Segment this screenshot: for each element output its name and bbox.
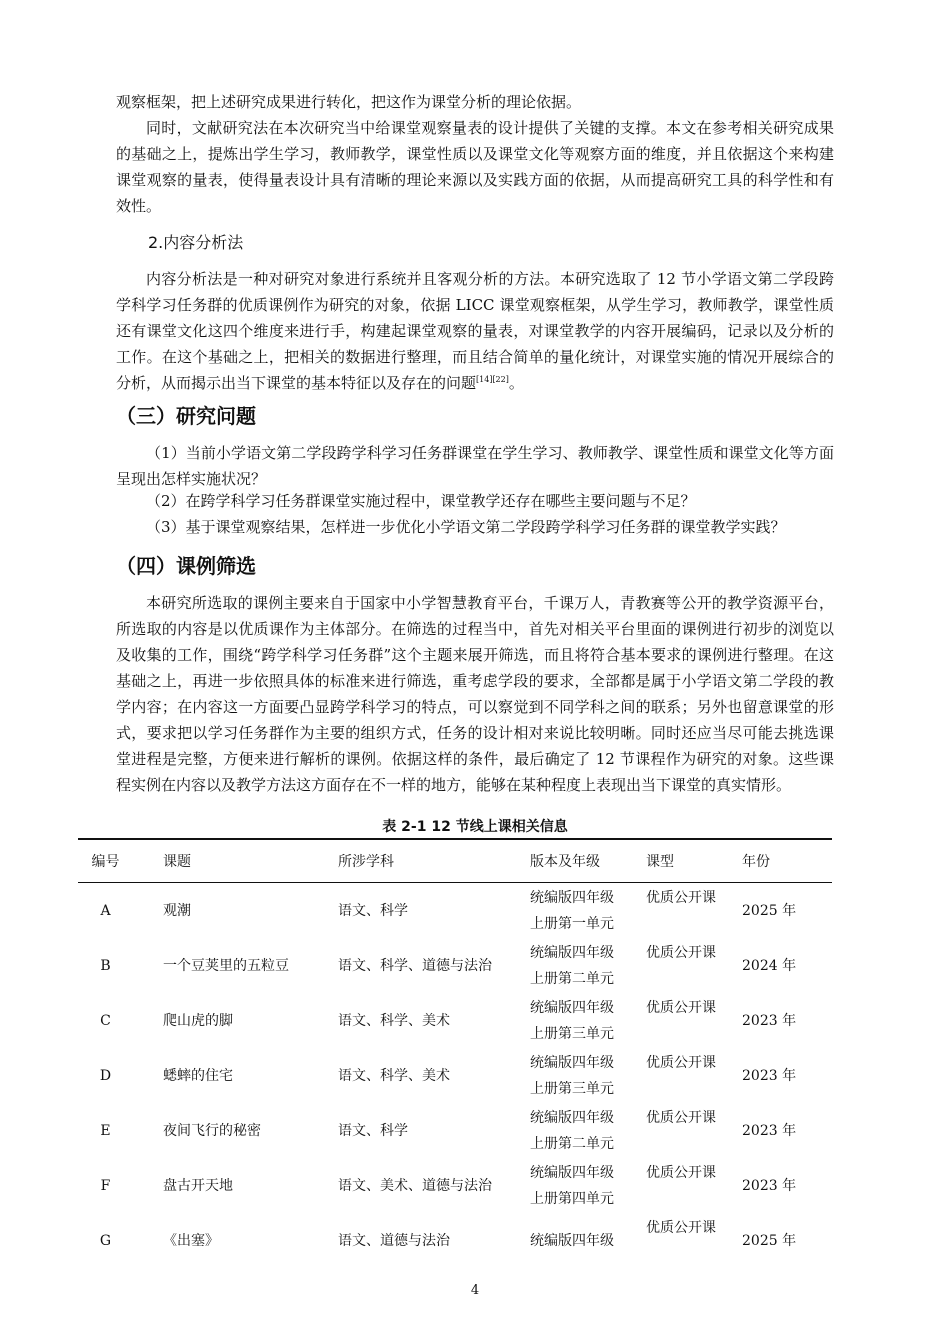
cell-type: 优质公开课	[646, 890, 716, 906]
edition-line-2: 上册第四单元	[530, 1190, 614, 1207]
cell-title: 爬山虎的脚	[163, 1012, 233, 1029]
edition-line-2: 上册第二单元	[530, 1135, 614, 1152]
edition-line-2: 上册第一单元	[530, 915, 614, 932]
table-row	[78, 1103, 832, 1158]
cell-id: A	[100, 902, 111, 919]
cell-id: E	[100, 1122, 111, 1139]
edition-line-2: 上册第二单元	[530, 970, 614, 987]
cell-edition	[530, 938, 646, 993]
citation-ref: [14][22]	[476, 375, 509, 384]
cell-year: 2023 年	[742, 1012, 797, 1029]
research-question-1: （1）当前小学语文第二学段跨学科学习任务群课堂在学生学习、教师教学、课堂性质和课堂文化等方面呈现出怎样实施状况？	[116, 444, 834, 488]
cell-subjects: 语文、科学、道德与法治	[338, 957, 492, 974]
cell-subjects: 语文、科学	[338, 902, 408, 919]
edition-line-1: 统编版四年级	[530, 1109, 614, 1126]
research-question-2: （2）在跨学科学习任务群课堂实施过程中，课堂教学还存在哪些主要问题与不足？	[146, 492, 696, 510]
cell-year: 2025 年	[742, 902, 797, 919]
cell-type: 优质公开课	[646, 1000, 716, 1016]
heading-content-analysis: 2.内容分析法	[148, 233, 244, 252]
cell-year: 2023 年	[742, 1122, 797, 1139]
table-row	[78, 883, 832, 939]
paragraph-case-selection: 本研究所选取的课例主要来自于国家中小学智慧教育平台，千课万人，青教赛等公开的教学资源平台，所选取的内容是以优质课作为主体部分。在筛选的过程当中，首先对相关平台里面的课例进行初步的浏览以及收集的工作，围绕“跨学科学习任务群”这个主题来展开筛选，而且将符合基本要求的课例进行整理。在这基础之上，再进一步依照具体的标准来进行筛选，重考虑学段的要求，全部都是属于小学语文第二学段的教学内容；在内容这一方面要凸显跨学科学习的特点，可以察觉到不同学科之间的联系；另外也留意课堂的形式，要求把以学习任务群作为主要的组织方式，任务的设计相对来说比较明晰。同时还应当尽可能去挑选课堂进程是完整，方便来进行解析的课例。依据这样的条件，最后确定了 12 节课程作为研究的对象。这些课程实例在内容以及教学方法这方面存在不一样的地方，能够在某种程度上表现出当下课堂的真实情形。	[116, 594, 834, 794]
edition-line-1: 统编版四年级	[530, 1232, 614, 1249]
cell-subjects: 语文、道德与法治	[338, 1232, 450, 1249]
cell-type: 优质公开课	[646, 945, 716, 961]
cell-id: C	[100, 1012, 111, 1029]
table-row	[78, 1213, 832, 1268]
edition-line-2: 上册第三单元	[530, 1080, 614, 1097]
cell-type: 优质公开课	[646, 1165, 716, 1181]
paragraph-content-analysis-text: 内容分析法是一种对研究对象进行系统并且客观分析的方法。本研究选取了 12 节小学语文第二学段跨学科学习任务群的优质课例作为研究的对象，依据 LICC 课堂观察框架，从学生学习，教师教学，课堂性质还有课堂文化这四个维度来进行手，构建起课堂观察的量表，对课堂教学的内容开展编码，记录以及分析的工作。在这个基础之上，把相关的数据进行整理，而且结合简单的量化统计，对课堂实施的情况开展综合的分析，从而揭示出当下课堂的基本特征以及存在的问题	[116, 270, 834, 392]
table-row	[78, 1048, 832, 1103]
table-row	[78, 993, 832, 1048]
edition-line-2: 上册第三单元	[530, 1025, 614, 1042]
cell-edition	[530, 1103, 646, 1158]
heading-research-questions: （三）研究问题	[116, 404, 256, 428]
cell-type: 优质公开课	[646, 1220, 716, 1236]
edition-line-1: 统编版四年级	[530, 889, 614, 906]
header-type: 课型	[646, 839, 742, 883]
header-title: 课题	[133, 839, 338, 883]
header-id: 编号	[78, 839, 133, 883]
edition-line-1: 统编版四年级	[530, 944, 614, 961]
cell-title: 蟋蟀的住宅	[163, 1067, 233, 1084]
table-header-row	[78, 839, 832, 883]
table-row	[78, 938, 832, 993]
cell-subjects: 语文、科学、美术	[338, 1012, 450, 1029]
cell-edition	[530, 1048, 646, 1103]
cell-title: 盘古开天地	[163, 1177, 233, 1194]
cell-subjects: 语文、美术、道德与法治	[338, 1177, 492, 1194]
cell-title: 《出塞》	[163, 1232, 219, 1249]
header-edition: 版本及年级	[530, 839, 646, 883]
paragraph-end-mark: 。	[508, 374, 524, 392]
header-subjects: 所涉学科	[338, 839, 530, 883]
table-row	[78, 1158, 832, 1213]
edition-line-1: 统编版四年级	[530, 999, 614, 1016]
cell-year: 2023 年	[742, 1067, 797, 1084]
table-caption: 表 2-1 12 节线上课相关信息	[382, 819, 568, 835]
cell-year: 2023 年	[742, 1177, 797, 1194]
paragraph-content-analysis	[116, 266, 834, 396]
cell-type: 优质公开课	[646, 1055, 716, 1071]
cell-edition	[530, 993, 646, 1048]
cell-year: 2025 年	[742, 1232, 797, 1249]
cell-edition	[530, 1213, 646, 1268]
page-number: 4	[470, 1283, 480, 1298]
cell-type: 优质公开课	[646, 1110, 716, 1126]
course-info-table	[78, 838, 832, 1268]
cell-id: B	[100, 957, 111, 974]
cell-edition	[530, 1158, 646, 1213]
cell-id: D	[99, 1067, 112, 1084]
paragraph-literature-support: 同时，文献研究法在本次研究当中给课堂观察量表的设计提供了关键的支撑。本文在参考相关研究成果的基础之上，提炼出学生学习，教师教学，课堂性质以及课堂文化等观察方面的维度，并且依据这个来构建课堂观察的量表，使得量表设计具有清晰的理论来源以及实践方面的依据，从而提高研究工具的科学性和有效性。	[116, 119, 834, 215]
edition-line-1: 统编版四年级	[530, 1054, 614, 1071]
cell-id: F	[100, 1177, 111, 1194]
cell-title: 观潮	[163, 902, 191, 919]
cell-title: 一个豆荚里的五粒豆	[163, 957, 289, 974]
research-question-3: （3）基于课堂观察结果，怎样进一步优化小学语文第二学段跨学科学习任务群的课堂教学实践？	[146, 518, 786, 536]
cell-edition	[530, 883, 646, 939]
cell-subjects: 语文、科学	[338, 1122, 408, 1139]
paragraph-literature-tail: 观察框架，把上述研究成果进行转化，把这作为课堂分析的理论依据。	[116, 93, 582, 111]
cell-year: 2024 年	[742, 957, 797, 974]
cell-id: G	[99, 1232, 112, 1249]
cell-subjects: 语文、科学、美术	[338, 1067, 450, 1084]
edition-line-1: 统编版四年级	[530, 1164, 614, 1181]
heading-case-selection: （四）课例筛选	[116, 554, 256, 578]
cell-title: 夜间飞行的秘密	[163, 1122, 261, 1139]
header-year: 年份	[742, 839, 832, 883]
